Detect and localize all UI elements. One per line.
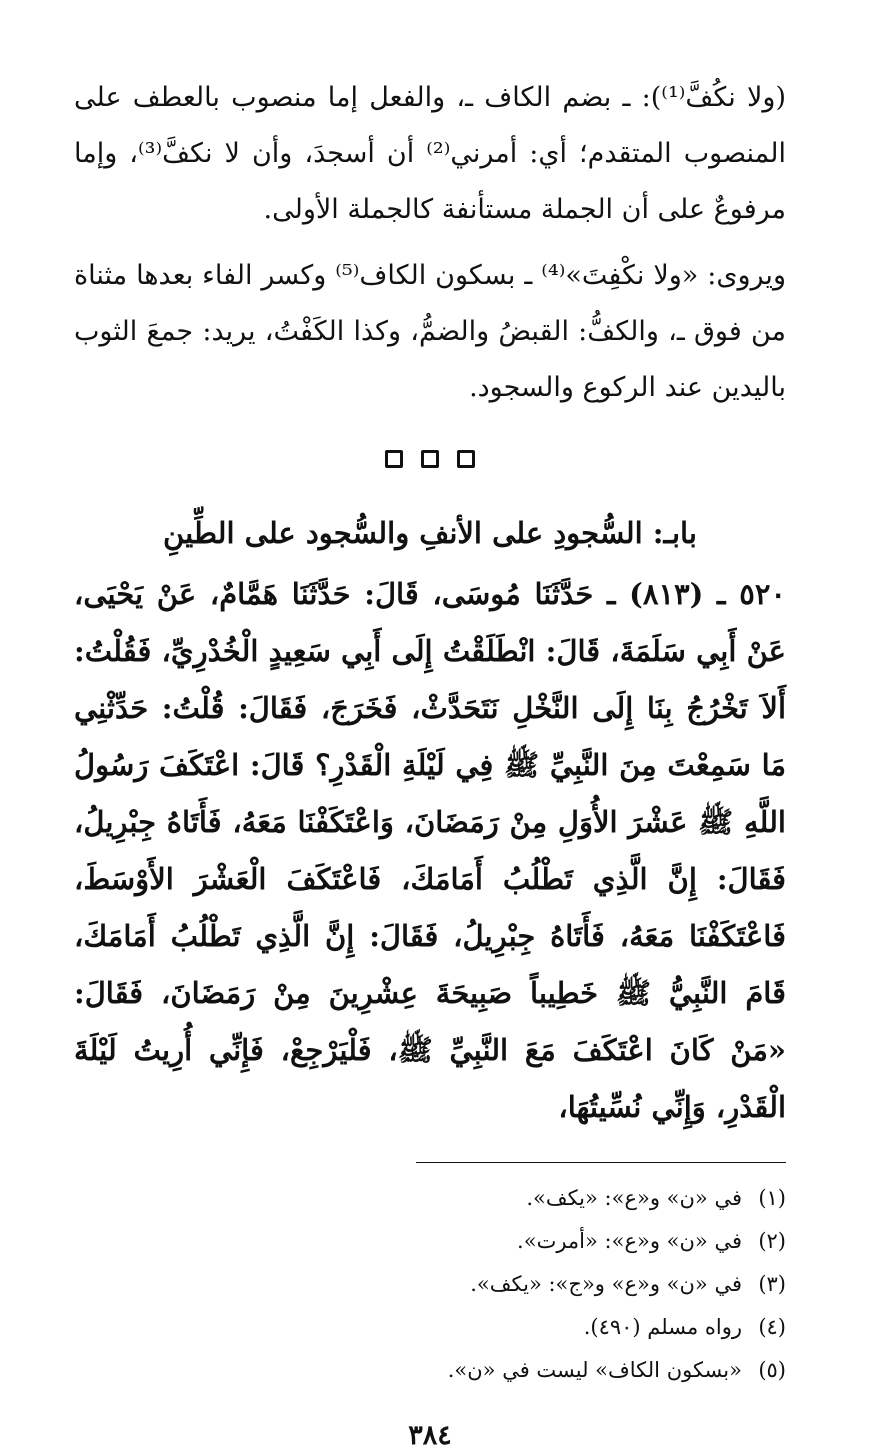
separator-box-icon: [421, 450, 439, 468]
footnotes-list: [74, 1177, 786, 1392]
footnote-number: (٢): [758, 1229, 786, 1253]
footnote-item: [74, 1306, 786, 1349]
footnote-number: (٤): [758, 1315, 786, 1339]
commentary-paragraph-2: ويروى: «ولا نكْفِتَ»⁽⁴⁾ ـ بسكون الكاف⁽⁵⁾ وكسر الفاء بعدها مثناة من فوق ـ، والكفُّ: القبضُ والضمُّ، وكذا الكَفْتُ، يريد: جمعَ الثوب باليدين عند الركوع والسجود.: [74, 260, 786, 403]
chapter-prefix: بابـ:: [652, 516, 697, 550]
footnote-number: (١): [758, 1186, 786, 1210]
page-body: [74, 70, 786, 1451]
page-number: ٣٨٤: [408, 1420, 452, 1451]
chapter-heading: [74, 508, 786, 558]
section-separator: [74, 450, 786, 468]
commentary-paragraph-1: (ولا نكُفَّ⁽¹⁾): ـ بضم الكاف ـ، والفعل إما منصوب بالعطف على المنصوب المتقدم؛ أي: أمرني⁽²⁾ أن أسجدَ، وأن لا نكفَّ⁽³⁾، وإما مرفوعٌ على أن الجملة مستأنفة كالجملة الأولى.: [74, 82, 786, 225]
footnote-number: (٣): [758, 1272, 786, 1296]
footnote-text: في «ن» و«ع» و«ج»: «يكف».: [470, 1272, 742, 1296]
footnote-divider: [416, 1162, 786, 1163]
footnote-text: في «ن» و«ع»: «أمرت».: [517, 1229, 742, 1253]
chapter-title-text: السُّجودِ على الأنفِ والسُّجود على الطِّينِ: [163, 516, 643, 550]
footnote-number: (٥): [758, 1358, 786, 1382]
separator-box-icon: [385, 450, 403, 468]
hadith-text: ٥٢٠ ـ (٨١٣) ـ حَدَّثَنَا مُوسَى، قَالَ: حَدَّثَنَا هَمَّامٌ، عَنْ يَحْيَى، عَنْ أَبِي سَلَمَةَ، قَالَ: انْطَلَقْتُ إِلَى أَبِي سَعِيدٍ الْخُدْرِيِّ، فَقُلْتُ: أَلاَ تَخْرُجُ بِنَا إِلَى النَّخْلِ نَتَحَدَّثْ، فَخَرَجَ، فَقَالَ: قُلْتُ: حَدِّثْنِي مَا سَمِعْتَ مِنَ النَّبِيِّ ﷺ فِي لَيْلَةِ الْقَدْرِ؟ قَالَ: اعْتَكَفَ رَسُولُ اللَّهِ ﷺ عَشْرَ الأُوَلِ مِنْ رَمَضَانَ، وَاعْتَكَفْنَا مَعَهُ، فَأَتَاهُ جِبْرِيلُ، فَقَالَ: إِنَّ الَّذِي تَطْلُبُ أَمَامَكَ، فَاعْتَكَفَ الْعَشْرَ الأَوْسَطَ، فَاعْتَكَفْنَا مَعَهُ، فَأَتَاهُ جِبْرِيلُ، فَقَالَ: إِنَّ الَّذِي تَطْلُبُ أَمَامَكَ، قَامَ النَّبِيُّ ﷺ خَطِيباً صَبِيحَةَ عِشْرِينَ مِنْ رَمَضَانَ، فَقَالَ: «مَنْ كَانَ اعْتَكَفَ مَعَ النَّبِيِّ ﷺ، فَلْيَرْجِعْ، فَإِنِّي أُرِيتُ لَيْلَةَ الْقَدْرِ، وَإِنِّي نُسِّيتُهَا،: [74, 577, 786, 1124]
footnote-text: في «ن» و«ع»: «يكف».: [526, 1186, 742, 1210]
footnote-item: [74, 1349, 786, 1392]
separator-box-icon: [457, 450, 475, 468]
footnote-text: رواه مسلم (٤٩٠).: [583, 1315, 742, 1339]
footnote-item: [74, 1263, 786, 1306]
footnote-item: [74, 1220, 786, 1263]
footnote-item: [74, 1177, 786, 1220]
footnote-text: «بسكون الكاف» ليست في «ن».: [447, 1358, 742, 1382]
